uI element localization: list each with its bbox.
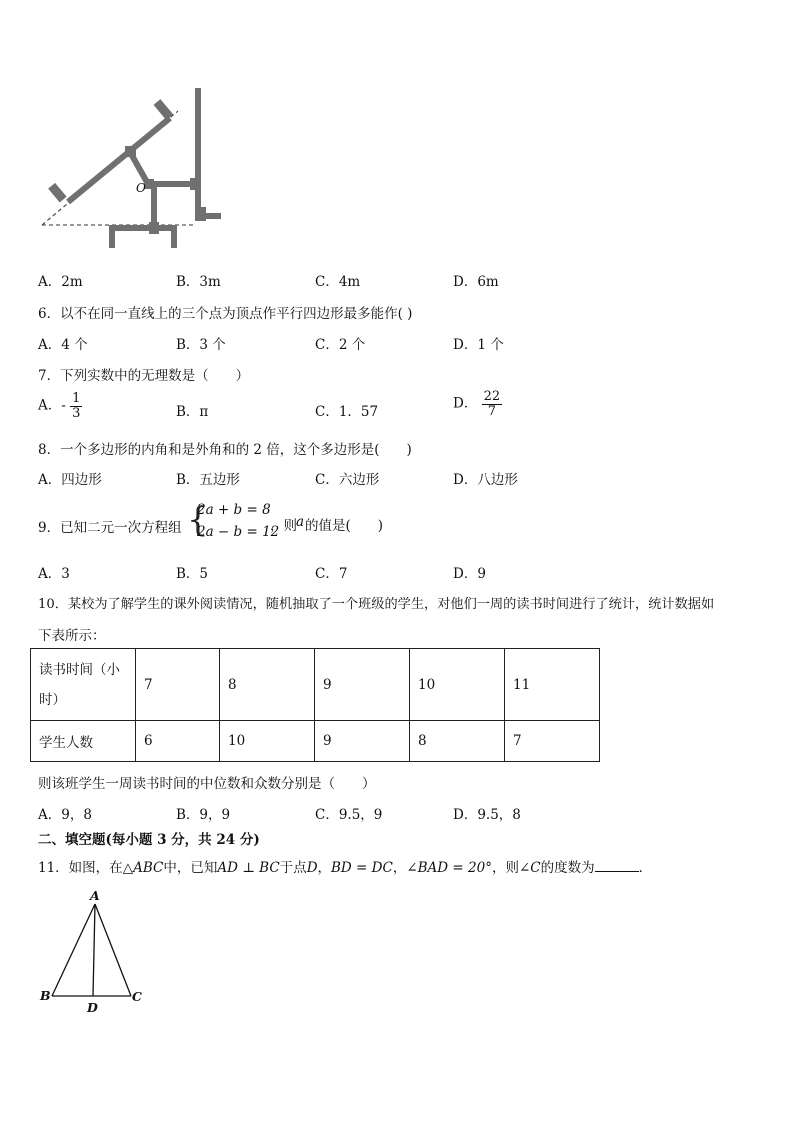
q11-math: ∠C bbox=[518, 860, 541, 876]
q7-option-d-numerator: 22 bbox=[483, 389, 501, 404]
q8-stem: 8．一个多边形的内角和是外角和的 2 倍，这个多边形是( ) bbox=[38, 442, 412, 458]
table-header-students: 学生人数 bbox=[31, 721, 136, 762]
q10-stem-line1: 10．某校为了解学生的课外阅读情况，随机抽取了一个班级的学生，对他们一周的读书时间进行了统计，统计数据如 bbox=[38, 597, 715, 612]
table-cell: 7 bbox=[136, 649, 220, 721]
joint-base bbox=[149, 222, 159, 234]
q7-option-a-denominator: 3 bbox=[72, 405, 81, 421]
table-header-hours-line1: 读书时间（小 bbox=[39, 661, 120, 678]
q7-option-d-fraction bbox=[482, 390, 503, 418]
q8-option-c[interactable]: C．六边形 bbox=[315, 472, 380, 488]
q7-options bbox=[38, 390, 738, 430]
side-ab bbox=[52, 904, 95, 996]
brace-icon: { bbox=[187, 500, 209, 540]
q7-option-c[interactable]: C．1．57 bbox=[315, 404, 379, 420]
q11-math: AD ⊥ BC bbox=[217, 860, 280, 876]
q5-option-a[interactable]: A．2m bbox=[38, 274, 83, 290]
rod-joints bbox=[48, 99, 200, 234]
figure-triangle-abc bbox=[36, 886, 156, 1016]
q7-option-d-denominator: 7 bbox=[487, 403, 497, 419]
q9-stem-suffix-2: 的值是( ) bbox=[305, 518, 384, 534]
joint-end-left bbox=[48, 183, 66, 203]
table-header-hours bbox=[31, 649, 136, 721]
q9-option-b[interactable]: B．5 bbox=[176, 566, 209, 582]
q6-options bbox=[38, 333, 738, 353]
q10-question: 则该班学生一周读书时间的中位数和众数分别是（ ） bbox=[38, 776, 376, 792]
q9-option-a[interactable]: A．3 bbox=[38, 566, 70, 582]
point-o-label: O bbox=[136, 181, 146, 195]
q7-option-d[interactable] bbox=[453, 390, 502, 418]
q7-option-a-fraction bbox=[70, 392, 82, 420]
q11-text: ． bbox=[638, 860, 653, 876]
q11-math: △ABC bbox=[122, 860, 164, 876]
vertical-wall bbox=[195, 88, 221, 221]
q6-option-a[interactable]: A．4 个 bbox=[38, 337, 88, 353]
table-cell: 9 bbox=[315, 649, 410, 721]
q7-option-b[interactable]: B．π bbox=[176, 404, 209, 420]
q9-stem-suffix-1: ，则 bbox=[270, 518, 297, 534]
vertex-c-label: C bbox=[132, 989, 142, 1004]
vertex-a-label: A bbox=[90, 888, 100, 903]
q5-option-b[interactable]: B．3m bbox=[176, 274, 221, 290]
q8-options bbox=[38, 468, 738, 488]
table-cell: 8 bbox=[410, 721, 505, 762]
q11-text: 中，已知 bbox=[163, 860, 218, 876]
q11-text: 11．如图，在 bbox=[38, 860, 123, 876]
q11-text: ，则 bbox=[491, 860, 519, 876]
table-row-students bbox=[31, 721, 600, 762]
q11-text: ， bbox=[392, 860, 407, 876]
q9-equation-2: 2a − b = 12 bbox=[197, 524, 280, 540]
q10-stem-line2: 下表所示： bbox=[38, 628, 106, 644]
figure-rod-diagram bbox=[30, 80, 240, 255]
q11-text: ， bbox=[317, 860, 332, 876]
q11-math: BD = DC bbox=[331, 860, 393, 876]
q5-option-c[interactable]: C．4m bbox=[315, 274, 361, 290]
table-header-hours-line2: 时） bbox=[39, 691, 66, 708]
q11-stem bbox=[38, 856, 652, 876]
q10-options bbox=[38, 803, 738, 823]
table-cell: 10 bbox=[220, 721, 315, 762]
section-fill-in-title: 二、填空题(每小题 3 分，共 24 分) bbox=[38, 832, 260, 848]
q9-equation-1: 2a + b = 8 bbox=[197, 502, 271, 518]
q9-options bbox=[38, 562, 738, 582]
q8-option-a[interactable]: A．四边形 bbox=[38, 472, 102, 488]
side-ac bbox=[95, 904, 131, 996]
point-d-label: D bbox=[87, 1000, 98, 1015]
rod-assembly bbox=[68, 118, 196, 248]
vertex-b-label: B bbox=[40, 988, 51, 1003]
table-cell: 11 bbox=[505, 649, 600, 721]
q7-option-a[interactable] bbox=[38, 392, 82, 420]
q9-variable: a bbox=[296, 514, 305, 530]
q10-option-b[interactable]: B．9，9 bbox=[176, 807, 231, 823]
q8-option-b[interactable]: B．五边形 bbox=[176, 472, 240, 488]
wall-foot-joint bbox=[198, 207, 206, 221]
joint-upper bbox=[125, 146, 136, 157]
q9-stem-prefix: 9．已知二元一次方程组 bbox=[38, 520, 182, 536]
q5-options bbox=[38, 270, 738, 290]
q7-stem: 7．下列实数中的无理数是（ ） bbox=[38, 368, 250, 384]
q6-option-c[interactable]: C．2 个 bbox=[315, 337, 366, 353]
joint-wall bbox=[190, 178, 200, 190]
joint-end-top bbox=[154, 99, 174, 120]
q6-stem: 6．以不在同一直线上的三个点为顶点作平行四边形最多能作( ) bbox=[38, 306, 413, 322]
reading-time-table bbox=[30, 648, 600, 762]
q9-option-c[interactable]: C．7 bbox=[315, 566, 348, 582]
q11-math: D bbox=[306, 860, 318, 876]
q10-option-c[interactable]: C．9.5，9 bbox=[315, 807, 383, 823]
table-cell: 6 bbox=[136, 721, 220, 762]
q6-option-d[interactable]: D．1 个 bbox=[453, 337, 504, 353]
q7-option-a-numerator: 1 bbox=[72, 391, 81, 406]
q11-math: ∠BAD = 20° bbox=[406, 860, 492, 876]
q10-option-a[interactable]: A．9，8 bbox=[38, 807, 92, 823]
table-cell: 10 bbox=[410, 649, 505, 721]
q5-option-d[interactable]: D．6m bbox=[453, 274, 499, 290]
q7-option-a-prefix: A．- bbox=[38, 397, 66, 414]
altitude-ad bbox=[93, 904, 95, 996]
q10-option-d[interactable]: D．9.5，8 bbox=[453, 807, 521, 823]
q6-option-b[interactable]: B．3 个 bbox=[176, 337, 226, 353]
q11-text: 于点 bbox=[279, 860, 307, 876]
dashed-guide-lines bbox=[42, 111, 195, 225]
table-cell: 9 bbox=[315, 721, 410, 762]
q7-option-d-prefix: D． bbox=[453, 395, 478, 412]
wall-post bbox=[195, 88, 201, 221]
table-cell: 8 bbox=[220, 649, 315, 721]
q9-option-d[interactable]: D．9 bbox=[453, 566, 486, 582]
q8-option-d[interactable]: D．八边形 bbox=[453, 472, 518, 488]
answer-blank[interactable] bbox=[595, 859, 639, 872]
q11-text: 的度数为 bbox=[540, 860, 595, 876]
table-cell: 7 bbox=[505, 721, 600, 762]
table-row-hours bbox=[31, 649, 600, 721]
